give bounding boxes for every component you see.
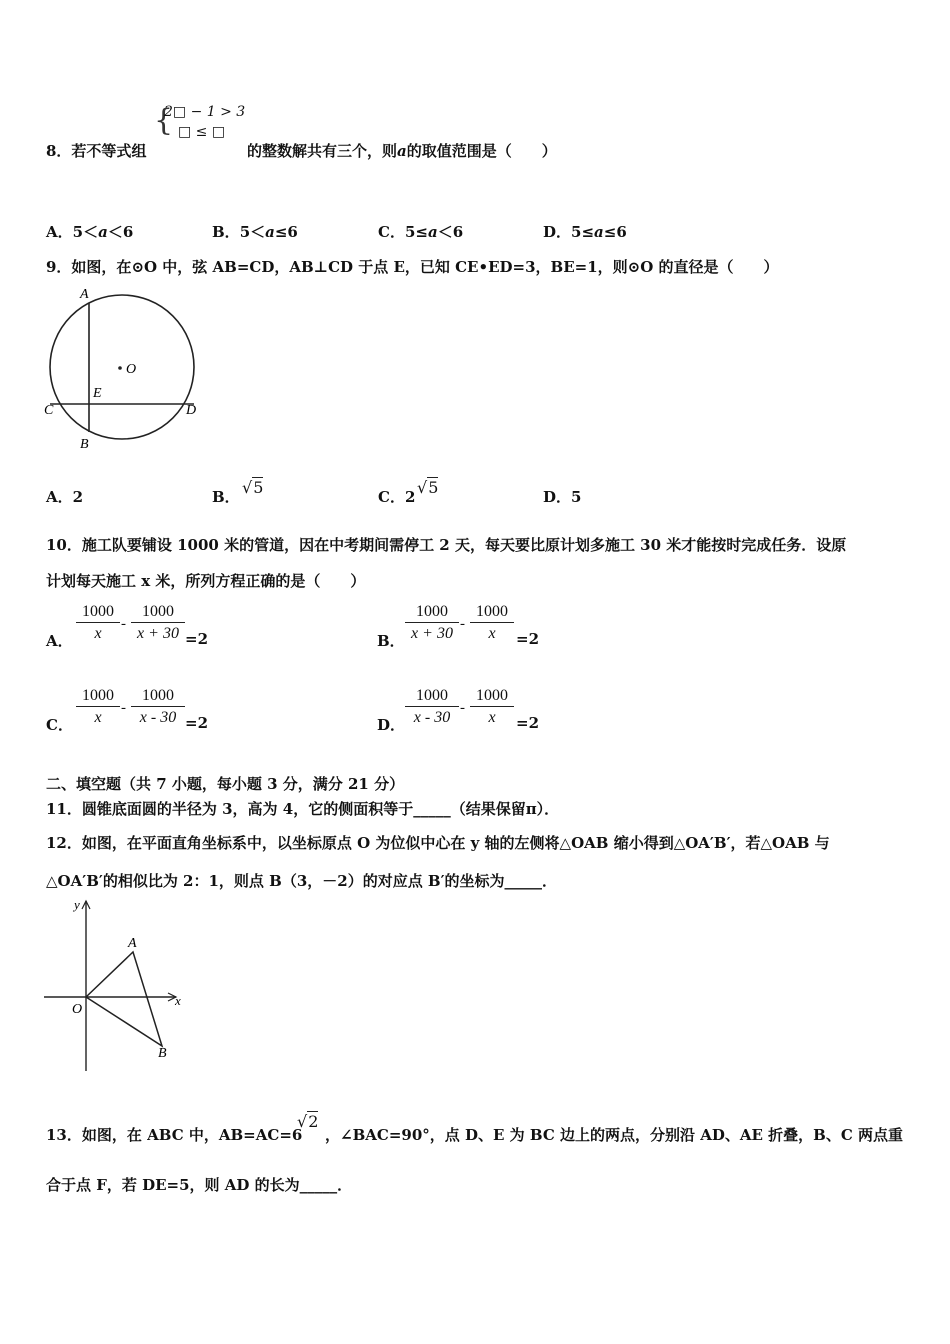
minus-sign: -: [121, 616, 126, 632]
label-b: B: [80, 437, 89, 452]
label-y: y: [74, 897, 80, 912]
q9-option-a[interactable]: A．2: [46, 488, 84, 506]
minus-sign: -: [460, 616, 465, 632]
q13-line2: 合于点 F，若 DE=5，则 AD 的长为_____．: [46, 1176, 353, 1194]
q8-var: a: [397, 142, 407, 160]
q8-ineq-line1: 2□ − 1 > 3: [164, 104, 246, 120]
q9-option-b[interactable]: B．: [212, 488, 240, 506]
q10-line2: 计划每天施工 x 米，所列方程正确的是（ ）: [46, 572, 366, 590]
q10-line1: 10．施工队要铺设 1000 米的管道，因在中考期间需停工 2 天，每天要比原计划多施工 30 米才能按时完成任务．设原: [46, 536, 847, 554]
fraction: $\frac{1000}{x - 30}$: [405, 687, 459, 727]
minus-sign: -: [121, 700, 126, 716]
fraction: $\frac{1000}{x}$: [470, 687, 514, 727]
label-o: O: [126, 362, 137, 377]
q8-inequality-system: [150, 104, 250, 148]
q11-text: 11．圆锥底面圆的半径为 3，高为 4，它的侧面积等于_____（结果保留π）．: [46, 800, 560, 818]
label-o: O: [72, 1002, 83, 1017]
q8-option-a[interactable]: A．5＜a＜6: [46, 223, 134, 241]
circle-o: [50, 295, 197, 439]
triangle-oab: [86, 952, 162, 1046]
fraction: $\frac{1000}{x - 30}$: [131, 687, 185, 727]
q9-option-d[interactable]: D．5: [543, 488, 582, 506]
q13-sqrt: √2: [297, 1112, 319, 1131]
q9-option-c[interactable]: C．2: [378, 488, 416, 506]
label-e: E: [93, 386, 102, 401]
q8-option-b[interactable]: B．5＜a≤6: [212, 223, 298, 241]
q8-stem: [247, 140, 557, 161]
q12-line2: △OA′B′的相似比为 2：1，则点 B（3，－2）的对应点 B′的坐标为_____．: [46, 872, 558, 890]
label-c: C: [44, 403, 54, 418]
fraction: $\frac{1000}{x}$: [76, 603, 120, 643]
fraction: $\frac{1000}{x}$: [470, 603, 514, 643]
fraction: $\frac{1000}{x + 30}$: [405, 603, 459, 643]
fraction: $\frac{1000}{x + 30}$: [131, 603, 185, 643]
label-a: A: [80, 287, 89, 302]
center-dot: [118, 366, 122, 370]
q13-suffix: ，∠BAC=90°，点 D、E 为 BC 边上的两点，分别沿 AD、AE 折叠，B、C 两点重: [325, 1126, 903, 1144]
q13-prefix: 13．如图，在 ABC 中，AB=AC=6: [46, 1126, 303, 1144]
q8-prefix: 8．若不等式组: [46, 142, 147, 160]
label-a: A: [128, 936, 137, 951]
q9-text: 9．如图，在⊙O 中，弦 AB=CD，AB⊥CD 于点 E，已知 CE•ED=3，BE=1，则⊙O 的直径是（ ）: [46, 258, 779, 276]
q9-circle-figure: [40, 284, 210, 456]
q8-option-d[interactable]: D．5≤a≤6: [543, 223, 627, 241]
label-d: D: [186, 403, 197, 418]
section2-title: 二、填空题（共 7 小题，每小题 3 分，满分 21 分）: [46, 775, 405, 793]
q8-option-c[interactable]: C．5≤a＜6: [378, 223, 464, 241]
q9-option-b-sqrt: √5: [242, 478, 264, 497]
q8-ineq-line2: □ ≤ □: [178, 124, 226, 140]
q12-coordinate-figure: [40, 895, 200, 1075]
q13-line1: [46, 1124, 302, 1145]
fraction: $\frac{1000}{x}$: [76, 687, 120, 727]
brace-icon: {: [154, 103, 174, 138]
q8-suffix-b: 的取值范围是（ ）: [406, 142, 557, 160]
q8-suffix-a: 的整数解共有三个，则: [247, 142, 398, 160]
q9-option-c-sqrt: √5: [417, 478, 439, 497]
label-b: B: [158, 1046, 167, 1061]
minus-sign: -: [460, 700, 465, 716]
q12-line1: 12．如图，在平面直角坐标系中，以坐标原点 O 为位似中心在 y 轴的左侧将△OAB 缩小得到△OA′B′，若△OAB 与: [46, 834, 830, 852]
label-x: x: [175, 993, 181, 1008]
